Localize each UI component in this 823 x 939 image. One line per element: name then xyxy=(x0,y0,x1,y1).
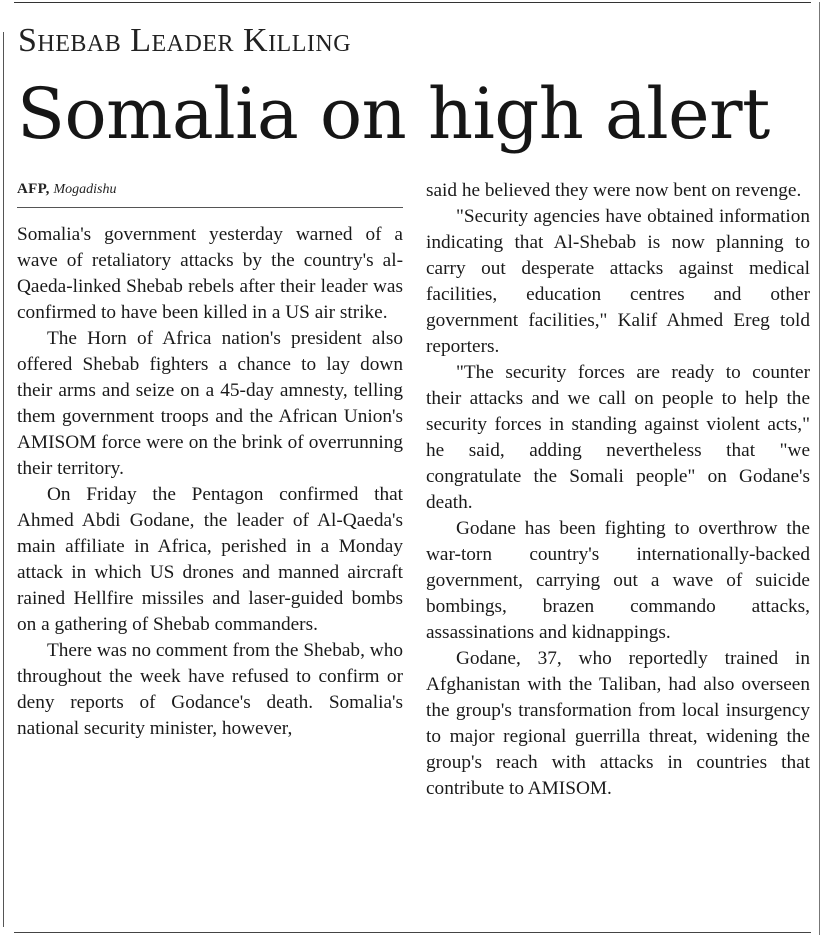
left-column xyxy=(17,222,403,742)
paragraph: Godane has been fighting to overthrow the war-torn country's internationally-backed government, carrying out a wave of suicide bombings, brazen commando attacks, assassinations and kidnappings. xyxy=(426,518,810,643)
paragraph: said he believed they were now bent on revenge. xyxy=(426,180,802,201)
top-rule xyxy=(14,2,811,3)
paragraph: "The security forces are ready to counter their attacks and we call on people to help the security forces in standing against violent acts," he said, adding nevertheless that "we congratulate the Somali people" on Godane's death. xyxy=(426,362,810,513)
paragraph: Godane, 37, who reportedly trained in Afghanistan with the Taliban, had also overseen the group's transformation from local insurgency to major regional guerrilla threat, widening the group's reach with attacks in countries that contribute to AMISOM. xyxy=(426,648,810,799)
byline xyxy=(17,178,403,208)
byline-place: Mogadishu xyxy=(53,182,117,197)
byline-agency: AFP, xyxy=(17,181,50,197)
left-rule xyxy=(3,32,4,927)
paragraph: The Horn of Africa nation's president also offered Shebab fighters a chance to lay down their arms and seize on a 45-day amnesty, telling them government troops and the African Union's AMISOM force were on the brink of overrunning their territory. xyxy=(17,328,403,479)
paragraph: On Friday the Pentagon confirmed that Ahmed Abdi Godane, the leader of Al-Qaeda's main affiliate in Africa, perished in a Monday attack in which US drones and manned aircraft rained Hellfire missiles and laser-guided bombs on a gathering of Shebab commanders. xyxy=(17,484,403,635)
kicker-text: Shebab Leader Killing xyxy=(18,22,352,59)
paragraph: "Security agencies have obtained information indicating that Al-Shebab is now planning to carry out desperate attacks against medical facilities, education centres and other government facilities," Kalif Ahmed Ereg told reporters. xyxy=(426,206,810,357)
article-kicker xyxy=(18,22,351,60)
bottom-rule xyxy=(14,932,811,933)
right-rule xyxy=(819,2,820,935)
right-column xyxy=(426,178,810,802)
paragraph: Somalia's government yesterday warned of a wave of retaliatory attacks by the country's al-Qaeda-linked Shebab rebels after their leader was confirmed to have been killed in a US air strike. xyxy=(17,224,403,323)
paragraph: There was no comment from the Shebab, who throughout the week have refused to confirm or deny reports of Godance's death. Somalia's national security minister, however, xyxy=(17,640,403,739)
article-headline: Somalia on high alert xyxy=(17,73,770,155)
